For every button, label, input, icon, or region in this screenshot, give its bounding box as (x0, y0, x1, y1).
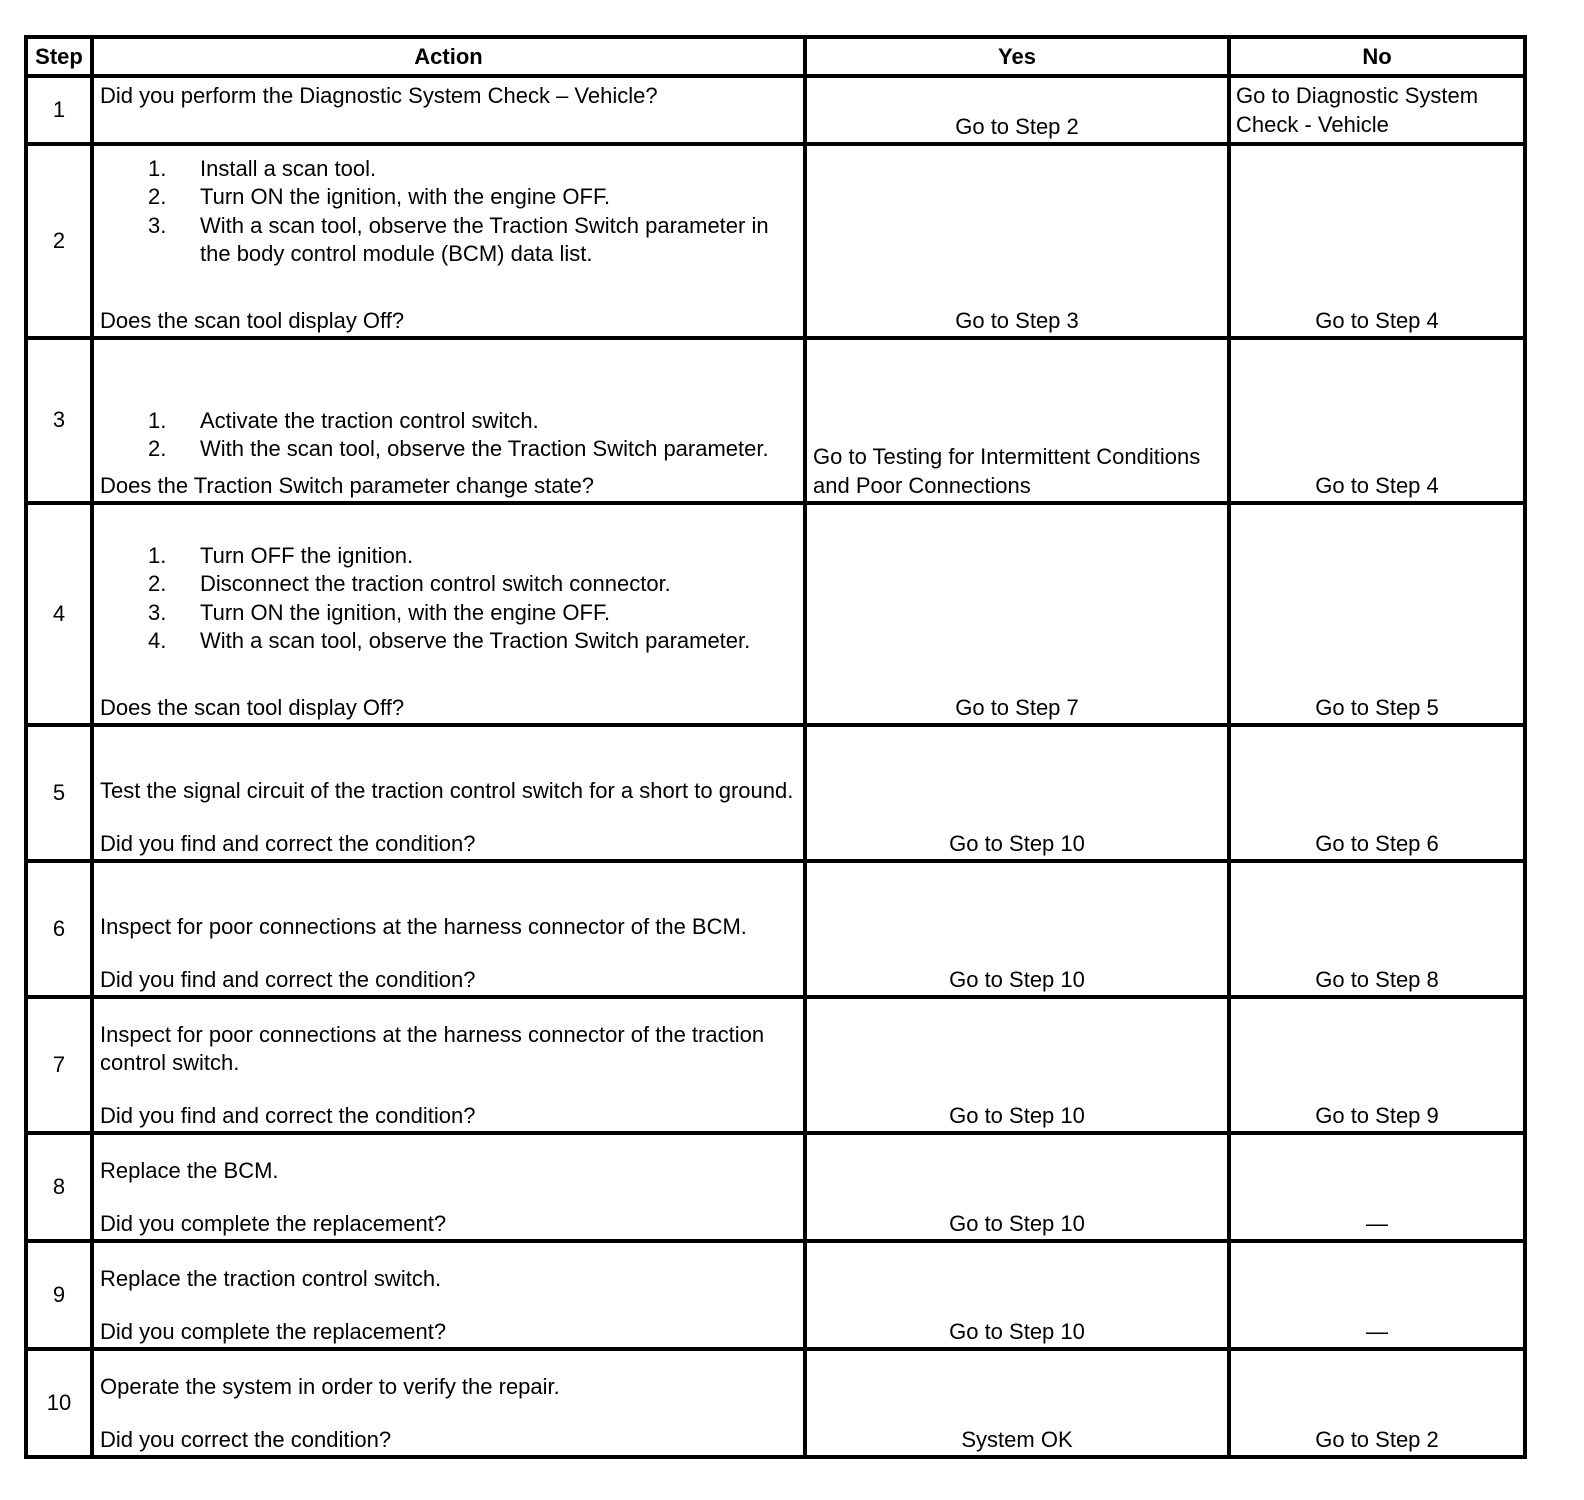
action-step-item (100, 435, 797, 464)
action-question: Does the scan tool display Off? (100, 694, 405, 720)
action-question: Did you correct the condition? (100, 1426, 392, 1452)
step-number: 2 (26, 144, 92, 338)
action-intro: Did you perform the Diagnostic System Check – Vehicle? (100, 83, 658, 108)
yes-result: Go to Step 10 (805, 1241, 1229, 1349)
action-intro: Operate the system in order to verify the repair. (100, 1374, 560, 1399)
action-cell (92, 1241, 805, 1349)
item-text: With a scan tool, observe the Traction Switch parameter. (200, 628, 751, 653)
item-text: Disconnect the traction control switch connector. (200, 571, 671, 596)
item-number: 2. (148, 571, 167, 596)
item-text: Activate the traction control switch. (200, 407, 539, 433)
step-number: 7 (26, 997, 92, 1133)
diagnostic-table (24, 35, 1527, 1459)
action-question: Did you find and correct the condition? (100, 1102, 476, 1128)
action-cell (92, 997, 805, 1133)
table-row (26, 1241, 1525, 1349)
action-intro: Inspect for poor connections at the harness connector of the BCM. (100, 914, 747, 939)
no-result: Go to Step 9 (1229, 997, 1525, 1133)
item-number: 2. (148, 436, 167, 461)
action-steps-list (100, 542, 797, 656)
step-number: 4 (26, 503, 92, 725)
header-row (26, 37, 1525, 76)
no-result: Go to Step 8 (1229, 861, 1525, 997)
no-result: Go to Step 4 (1229, 144, 1525, 338)
item-number: 1. (148, 155, 167, 181)
action-intro: Test the signal circuit of the traction control switch for a short to ground. (100, 778, 794, 803)
action-step-item (100, 599, 797, 628)
no-result: — (1229, 1133, 1525, 1241)
item-text: Turn ON the ignition, with the engine OFF. (200, 184, 611, 209)
action-step-item (100, 570, 797, 599)
yes-result: Go to Testing for Intermittent Conditions and Poor Connections (805, 338, 1229, 503)
header-no: No (1229, 37, 1525, 76)
action-question: Did you complete the replacement? (100, 1318, 447, 1344)
action-question: Did you complete the replacement? (100, 1210, 447, 1236)
table-row (26, 861, 1525, 997)
item-number: 1. (148, 542, 167, 568)
action-intro: Inspect for poor connections at the harness connector of the traction control switch. (100, 1021, 765, 1075)
item-number: 3. (148, 212, 167, 238)
item-text: Turn OFF the ignition. (200, 542, 414, 568)
yes-result: System OK (805, 1349, 1229, 1457)
no-result: Go to Step 6 (1229, 725, 1525, 861)
table-row (26, 76, 1525, 144)
action-question: Did you find and correct the condition? (100, 830, 476, 856)
item-text: Install a scan tool. (200, 155, 377, 181)
yes-result: Go to Step 10 (805, 997, 1229, 1133)
step-number: 10 (26, 1349, 92, 1457)
action-cell (92, 1349, 805, 1457)
action-intro: Replace the BCM. (100, 1158, 279, 1183)
item-text: With the scan tool, observe the Traction Switch parameter. (200, 436, 769, 461)
step-number: 3 (26, 338, 92, 503)
action-question: Did you find and correct the condition? (100, 966, 476, 992)
yes-result: Go to Step 10 (805, 725, 1229, 861)
step-number: 5 (26, 725, 92, 861)
action-step-item (100, 183, 797, 212)
header-yes: Yes (805, 37, 1229, 76)
action-step-item (100, 212, 797, 269)
header-step: Step (26, 37, 92, 76)
step-number: 1 (26, 76, 92, 144)
action-steps-list (100, 407, 797, 464)
action-cell (92, 503, 805, 725)
no-result: Go to Step 5 (1229, 503, 1525, 725)
table-row (26, 144, 1525, 338)
action-question: Does the scan tool display Off? (100, 307, 405, 333)
action-cell (92, 338, 805, 503)
action-step-item (100, 627, 797, 656)
table-row (26, 503, 1525, 725)
step-number: 9 (26, 1241, 92, 1349)
action-cell (92, 861, 805, 997)
action-cell (92, 144, 805, 338)
no-result: Go to Step 2 (1229, 1349, 1525, 1457)
table-row (26, 1349, 1525, 1457)
yes-result: Go to Step 10 (805, 1133, 1229, 1241)
no-result: Go to Step 4 (1229, 338, 1525, 503)
item-number: 2. (148, 184, 167, 209)
table-row (26, 997, 1525, 1133)
no-result: — (1229, 1241, 1525, 1349)
yes-result: Go to Step 2 (805, 76, 1229, 144)
header-action: Action (92, 37, 805, 76)
action-cell (92, 1133, 805, 1241)
item-text: With a scan tool, observe the Traction Switch parameter in the body control module (BCM) data list. (200, 212, 769, 266)
action-intro: Replace the traction control switch. (100, 1266, 442, 1291)
table-row (26, 725, 1525, 861)
item-number: 4. (148, 628, 167, 653)
action-step-item (100, 407, 797, 436)
action-step-item (100, 542, 797, 571)
item-text: Turn ON the ignition, with the engine OFF. (200, 599, 611, 625)
action-cell (92, 725, 805, 861)
step-number: 8 (26, 1133, 92, 1241)
step-number: 6 (26, 861, 92, 997)
yes-result: Go to Step 3 (805, 144, 1229, 338)
action-question: Does the Traction Switch parameter change state? (100, 472, 595, 498)
item-number: 1. (148, 407, 167, 433)
no-result: Go to Diagnostic System Check - Vehicle (1229, 76, 1525, 144)
action-cell (92, 76, 805, 144)
action-step-item (100, 155, 797, 184)
action-steps-list (100, 155, 797, 269)
item-number: 3. (148, 599, 167, 625)
yes-result: Go to Step 10 (805, 861, 1229, 997)
table-row (26, 1133, 1525, 1241)
yes-result: Go to Step 7 (805, 503, 1229, 725)
table-row (26, 338, 1525, 503)
